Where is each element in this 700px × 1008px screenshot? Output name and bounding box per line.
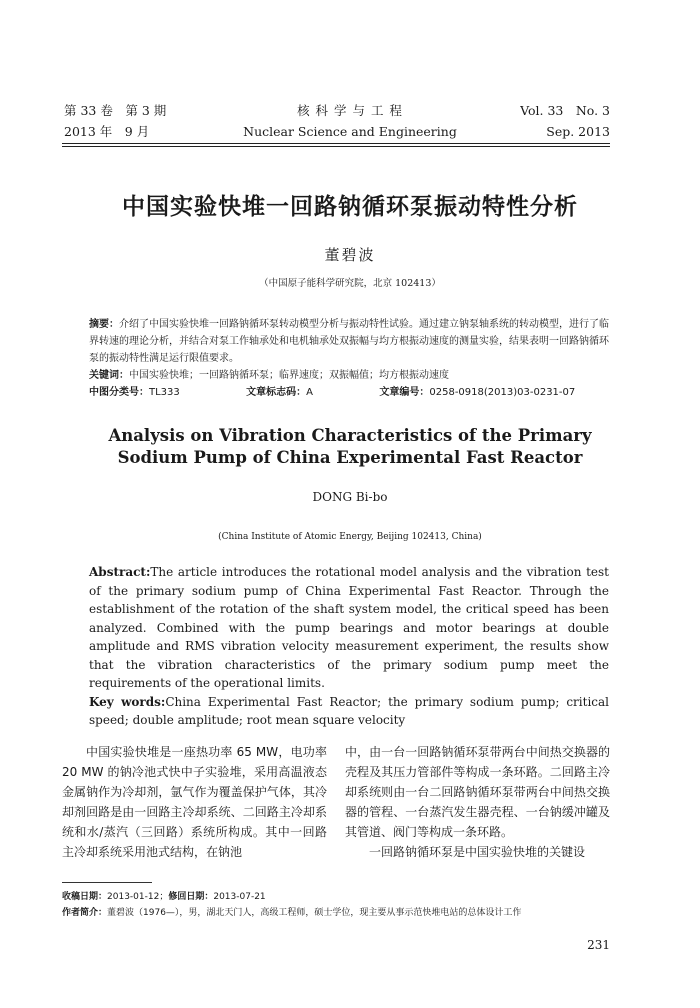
abstract-en-text: The article introduces the rotational model analysis and the vibration test of the primary sodium pump of China Experimental Fast Reactor. Through the establishment of the rotation of the shaft system model, the critical speed has been analyzed. Combined with the pump bearings and motor bearings at double amplitude and RMS vibration velocity measurement experiment, the results show that the vibration characteristics of the primary sodium pump meet the requirements of the operational limits. (89, 565, 609, 690)
classification-row (89, 385, 609, 401)
journal-date-en: Sep. 2013 (546, 124, 610, 139)
keywords-en-label: Key words: (89, 694, 166, 709)
revised-label: 修回日期： (168, 892, 214, 902)
doc-code-value: A (306, 387, 313, 398)
abstract-en (89, 563, 609, 730)
doc-code-label: 文章标志码： (246, 387, 307, 398)
keywords-zh-label: 关键词： (89, 370, 129, 381)
header-rule-top (62, 143, 610, 144)
journal-name-zh: 核 科 学 与 工 程 (297, 103, 403, 118)
article-number-value: 0258-0918(2013)03-0231-07 (429, 387, 576, 398)
abstract-en-label: Abstract: (89, 565, 151, 579)
article-number-label: 文章编号： (379, 387, 430, 398)
affiliation-en: (China Institute of Atomic Energy, Beijing 102413, China) (218, 532, 482, 542)
author-zh: 董碧波 (324, 246, 376, 264)
body-right-paragraph-2: 一回路钠循环泵是中国实验快堆的关键设 (369, 845, 586, 859)
clc-value: TL333 (149, 387, 180, 398)
footnote-author-bio (62, 906, 610, 920)
journal-date-zh: 2013 年 9 月 (64, 124, 150, 139)
title-en-line2: Sodium Pump of China Experimental Fast Reactor (117, 448, 583, 467)
abstract-zh-text: 介绍了中国实验快堆一回路钠循环泵转动模型分析与振动特性试验。通过建立钠泵轴系统的转动模型，进行了临界转速的理论分析，并结合对泵工作轴承处和电机轴承处双振幅与均方根振动速度的测量实验，结果表明一回路钠循环泵的振动特性满足运行限值要求。 (89, 319, 609, 364)
affiliation-zh: （中国原子能科学研究院，北京 102413） (259, 278, 441, 289)
bio-text: 董碧波（1976—），男，湖北天门人，高级工程师，硕士学位，现主要从事示范快堆电站的总体设计工作 (107, 908, 522, 918)
footnote-dates (62, 890, 610, 904)
body-right-column (345, 742, 610, 862)
body-left-column: 中国实验快堆是一座热功率 65 MW，电功率 20 MW 的钠冷池式快中子实验堆，采用高温液态金属钠作为冷却剂，氩气作为覆盖保护气体，其冷却剂回路是由一回路主冷却系统、二回路主冷却系统和水/蒸汽（三回路）系统所构成。其中一回路主冷却系统采用池式结构，在钠池 (62, 745, 327, 859)
page-number: 231 (587, 938, 610, 952)
header-rule-bottom (62, 146, 610, 147)
received-date: 2013-01-12； (107, 892, 169, 902)
received-label: 收稿日期： (62, 892, 108, 902)
abstract-zh (89, 316, 609, 367)
keywords-zh (89, 368, 609, 384)
journal-volume-en: Vol. 33 No. 3 (520, 103, 610, 118)
journal-name-en: Nuclear Science and Engineering (243, 124, 457, 139)
journal-volume-issue: 第 33 卷 第 3 期 (64, 103, 167, 118)
keywords-en-text: China Experimental Fast Reactor; the primary sodium pump; critical speed; double amplitude; root mean square velocity (89, 694, 609, 727)
revised-date: 2013-07-21 (213, 892, 266, 902)
body-right-paragraph-1: 中，由一台一回路钠循环泵带两台中间热交换器的壳程及其压力管部件等构成一条环路。二回路主冷却系统则由一台二回路钠循环泵带两台中间热交换器的管程、一台蒸汽发生器壳程、一台钠缓冲罐及其管道、阀门等构成一条环路。 (345, 745, 610, 839)
clc-label: 中图分类号： (89, 387, 149, 398)
author-en: DONG Bi-bo (312, 490, 388, 504)
abstract-zh-label: 摘要： (89, 319, 119, 330)
bio-label: 作者简介： (62, 908, 108, 918)
title-en-line1: Analysis on Vibration Characteristics of the Primary (108, 426, 592, 445)
keywords-zh-text: 中国实验快堆；一回路钠循环泵；临界速度；双振幅值；均方根振动速度 (129, 370, 449, 381)
title-zh: 中国实验快堆一回路钠循环泵振动特性分析 (122, 194, 578, 220)
title-en (0, 425, 700, 469)
footnote-rule (62, 882, 152, 883)
